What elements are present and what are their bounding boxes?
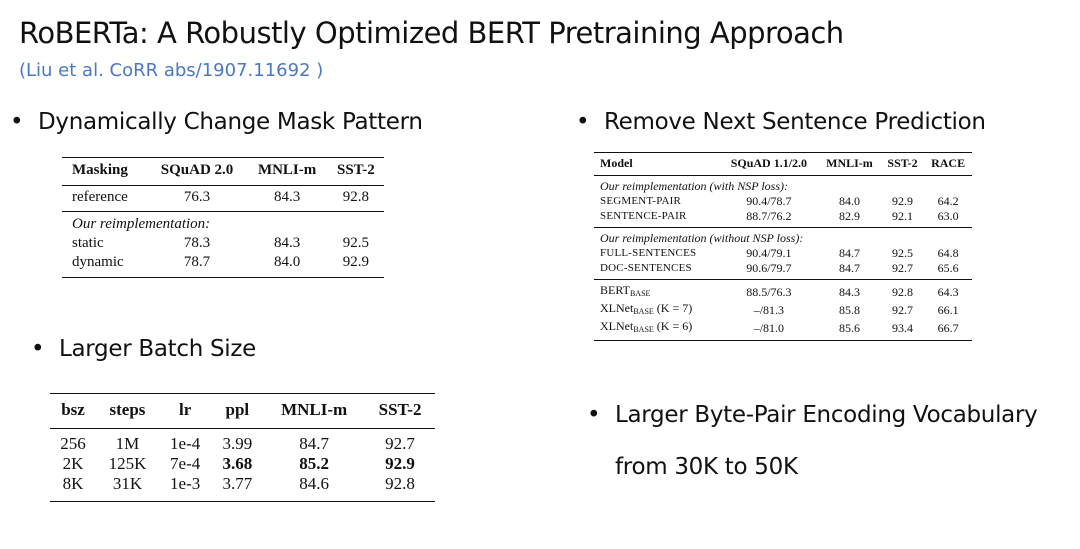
col-header: Masking — [62, 158, 148, 186]
table-cell: 63.0 — [924, 209, 972, 228]
table-cell: SENTENCE-PAIR — [594, 209, 720, 228]
table-cell: 90.6/79.7 — [720, 261, 818, 280]
table-cell: 92.7 — [881, 261, 924, 280]
table-cell-best: 3.68 — [222, 454, 253, 473]
table-row — [62, 186, 384, 212]
col-header: ppl — [211, 394, 263, 429]
table-row — [594, 246, 972, 261]
section-label-row — [594, 176, 972, 195]
table-cell: FULL-SENTENCES — [600, 247, 697, 259]
col-header: Model — [594, 153, 720, 176]
table-cell: 90.4/78.7 — [746, 194, 792, 208]
table-row — [62, 253, 384, 278]
table-row — [594, 209, 972, 228]
section-label: Our reimplementation (without NSP loss): — [600, 231, 804, 245]
table-cell: static — [72, 235, 104, 251]
table-cell: 92.8 — [328, 186, 384, 212]
table-cell: 92.1 — [881, 209, 924, 228]
table-row — [50, 474, 435, 502]
masking-table — [62, 157, 384, 278]
bullet-glyph: • — [576, 109, 590, 135]
table-row — [62, 234, 384, 253]
table-cell: XLNet$_{BASE}$ (K = 7) — [600, 301, 693, 316]
table-cell-best: 85.2 — [299, 454, 330, 473]
table-cell: 78.3 — [183, 235, 211, 251]
table-cell: 76.3 — [148, 186, 247, 212]
col-header: MNLI-m — [246, 158, 327, 186]
table-cell: 84.6 — [299, 474, 330, 493]
table-cell: 92.7 — [892, 302, 914, 317]
section-label-row — [62, 212, 384, 235]
table-header-row — [594, 153, 972, 176]
table-cell: 84.3 — [273, 235, 301, 251]
table-cell: 8K — [62, 474, 84, 493]
table-cell: 64.8 — [937, 246, 959, 260]
col-header: steps — [96, 394, 159, 429]
col-header: bsz — [50, 394, 96, 429]
table-cell: SEGMENT-PAIR — [600, 195, 682, 207]
table-cell: 3.77 — [222, 474, 253, 493]
col-header: SQuAD 2.0 — [148, 158, 247, 186]
table-cell: 84.0 — [838, 194, 860, 208]
section-label: Our reimplementation: — [72, 216, 211, 232]
table-header-row — [50, 394, 435, 429]
table-cell: 88.5/76.3 — [746, 284, 792, 299]
bullet-text: Dynamically Change Mask Pattern — [38, 109, 423, 135]
table-row — [594, 280, 972, 302]
table-cell: 84.3 — [246, 186, 327, 212]
table-row — [594, 319, 972, 341]
bullet-bpe-vocab — [587, 402, 1037, 428]
table-cell: 31K — [112, 474, 143, 493]
bullet-batch-size — [31, 336, 256, 362]
col-header: SST-2 — [881, 153, 924, 176]
table-row — [594, 301, 972, 319]
table-cell: XLNet$_{BASE}$ (K = 6) — [600, 319, 693, 334]
col-header: MNLI-m — [263, 394, 365, 429]
table-cell: 82.9 — [818, 209, 881, 228]
table-cell: 84.3 — [838, 284, 860, 299]
table-header-row — [62, 158, 384, 186]
table-cell: 93.4 — [892, 320, 914, 335]
col-header: MNLI-m — [818, 153, 881, 176]
col-header: RACE — [924, 153, 972, 176]
table-cell: 1e-3 — [170, 474, 201, 493]
section-label-row — [594, 228, 972, 247]
col-header: SST-2 — [365, 394, 435, 429]
bullet-bpe-vocab-continuation: from 30K to 50K — [615, 454, 798, 480]
table-cell: reference — [62, 186, 148, 212]
bullet-remove-nsp — [576, 109, 986, 135]
table-row — [50, 429, 435, 455]
table-cell: 85.6 — [838, 320, 860, 335]
bullet-text: Larger Byte-Pair Encoding Vocabulary — [615, 402, 1038, 428]
batch-size-table — [50, 393, 435, 502]
table-cell: 2K — [62, 454, 84, 473]
table-cell: 256 — [60, 434, 86, 453]
citation: (Liu et al. CoRR abs/1907.11692 ) — [19, 60, 324, 81]
table-cell: 125K — [108, 454, 147, 473]
table-cell: 90.4/79.1 — [746, 246, 792, 260]
table-cell: 92.8 — [385, 474, 415, 493]
table-cell: 66.7 — [937, 320, 959, 335]
table-cell: 84.7 — [838, 246, 860, 260]
bullet-glyph: • — [10, 109, 24, 135]
bullet-text: Remove Next Sentence Prediction — [604, 109, 986, 135]
table-cell: 84.0 — [273, 254, 301, 270]
table-cell: 85.8 — [838, 302, 860, 317]
bullet-text: Larger Batch Size — [59, 336, 257, 362]
table-cell: 65.6 — [924, 261, 972, 280]
table-row — [50, 454, 435, 474]
table-cell: 7e-4 — [170, 454, 201, 473]
table-cell: 92.8 — [892, 284, 914, 299]
section-label: Our reimplementation (with NSP loss): — [600, 179, 788, 193]
col-header: lr — [159, 394, 212, 429]
table-cell: 78.7 — [183, 254, 211, 270]
table-cell: 92.9 — [892, 194, 914, 208]
col-header: SST-2 — [328, 158, 384, 186]
bullet-mask-pattern — [10, 109, 423, 135]
table-cell: 66.1 — [937, 302, 959, 317]
table-cell: 84.7 — [299, 434, 330, 453]
table-cell: 1M — [115, 434, 140, 453]
table-cell: 1e-4 — [170, 434, 201, 453]
table-cell: DOC-SENTENCES — [594, 261, 720, 280]
table-cell: dynamic — [72, 254, 124, 270]
table-cell: 64.3 — [937, 284, 959, 299]
table-cell: 64.2 — [937, 194, 959, 208]
table-cell: 3.99 — [222, 434, 253, 453]
bullet-glyph: • — [587, 402, 601, 428]
table-cell: $BERT_{BASE}$ — [600, 283, 651, 298]
table-row — [594, 194, 972, 209]
slide-title: RoBERTa: A Robustly Optimized BERT Pretraining Approach — [19, 16, 844, 50]
table-cell: –/81.3 — [753, 302, 785, 317]
table-cell: 84.7 — [818, 261, 881, 280]
table-cell: 92.5 — [342, 235, 370, 251]
table-cell: –/81.0 — [753, 320, 785, 335]
table-cell: 92.7 — [385, 434, 415, 453]
nsp-table — [594, 152, 972, 341]
bullet-glyph: • — [31, 336, 45, 362]
col-header: SQuAD 1.1/2.0 — [720, 153, 818, 176]
table-cell: 88.7/76.2 — [720, 209, 818, 228]
table-row — [594, 261, 972, 280]
table-cell-best: 92.9 — [385, 454, 415, 473]
table-cell: 92.5 — [892, 246, 914, 260]
table-cell: 92.9 — [342, 254, 370, 270]
